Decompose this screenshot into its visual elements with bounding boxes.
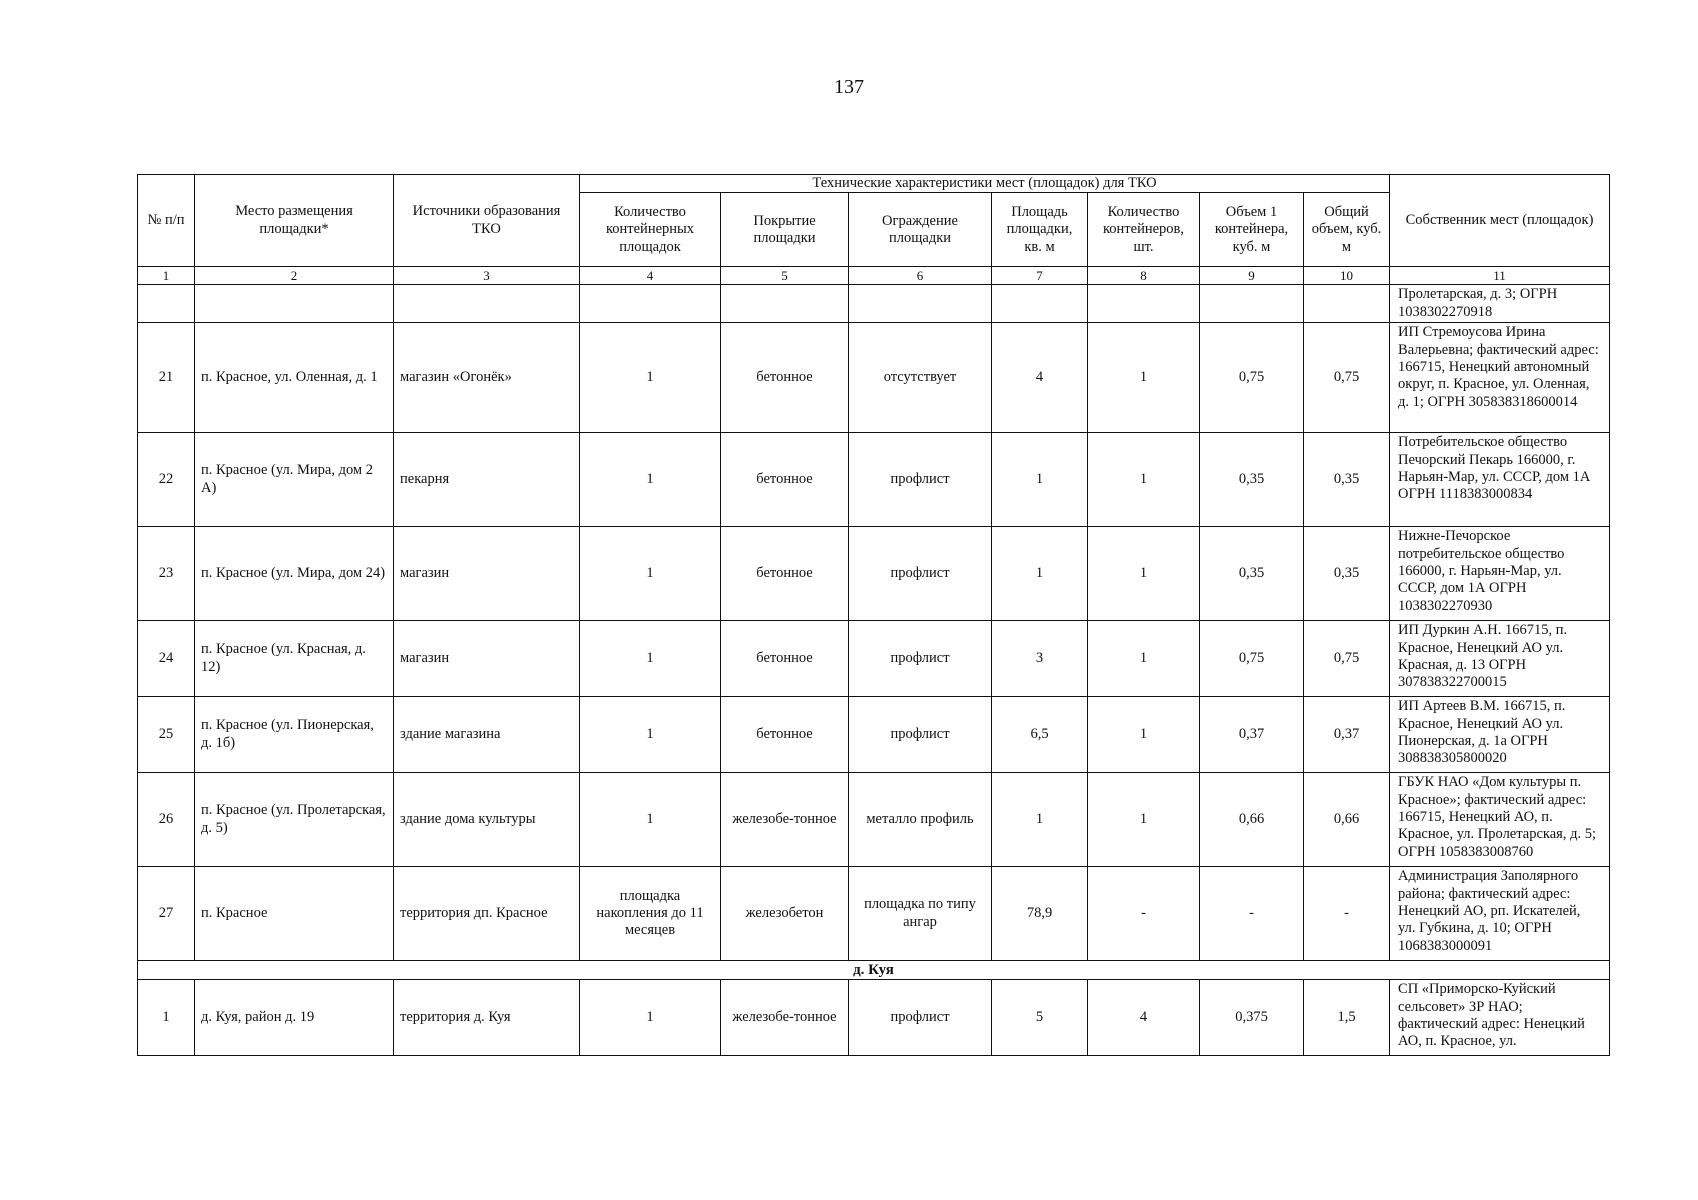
fencing: площадка по типу ангар: [849, 867, 992, 961]
total-volume: 0,35: [1304, 527, 1390, 621]
column-number: 10: [1304, 267, 1390, 285]
header-group-row: [138, 175, 1610, 193]
column-numbers-row: [138, 267, 1610, 285]
waste-source: пекарня: [394, 433, 580, 527]
site-count: 1: [580, 433, 721, 527]
site-count: площадка накопления до 11 месяцев: [580, 867, 721, 961]
site-area: 5: [992, 980, 1088, 1056]
waste-source: магазин «Огонёк»: [394, 323, 580, 433]
table-row: [138, 527, 1610, 621]
row-number: 27: [138, 867, 195, 961]
site-owner: СП «Приморско-Куйский сельсовет» ЗР НАО; фактический адрес: Ненецкий АО, п. Красное, ул.: [1390, 980, 1610, 1056]
empty-cell: [1088, 285, 1200, 323]
page-number: 137: [834, 76, 864, 98]
surface-cover: бетонное: [721, 527, 849, 621]
section-header-row: [138, 961, 1610, 980]
waste-source: здание дома культуры: [394, 773, 580, 867]
container-count: 1: [1088, 773, 1200, 867]
header-tech-group: Технические характеристики мест (площадок) для ТКО: [580, 175, 1390, 193]
site-owner: Нижне-Печорское потребительское общество 166000, г. Нарьян-Мар, ул. СССР, дом 1А ОГРН 1038302270930: [1390, 527, 1610, 621]
container-count: 1: [1088, 621, 1200, 697]
row-number: 24: [138, 621, 195, 697]
table-row: [138, 980, 1610, 1056]
site-owner: Администрация Заполярного района; фактический адрес: Ненецкий АО, рп. Искателей, ул. Губкина, д. 10; ОГРН 1068383000091: [1390, 867, 1610, 961]
total-volume: 0,75: [1304, 323, 1390, 433]
site-owner: ИП Дуркин А.Н. 166715, п. Красное, Ненецкий АО ул. Красная, д. 13 ОГРН 307838322700015: [1390, 621, 1610, 697]
header-source: Источники образования ТКО: [394, 175, 580, 267]
table-row: [138, 697, 1610, 773]
surface-cover: железобе-тонное: [721, 773, 849, 867]
empty-cell: [138, 285, 195, 323]
site-area: 1: [992, 433, 1088, 527]
site-owner: ИП Артеев В.М. 166715, п. Красное, Ненецкий АО ул. Пионерская, д. 1а ОГРН 308838305800020: [1390, 697, 1610, 773]
surface-cover: железобе-тонное: [721, 980, 849, 1056]
site-count: 1: [580, 527, 721, 621]
container-volume: -: [1200, 867, 1304, 961]
column-number: 9: [1200, 267, 1304, 285]
section-title: д. Куя: [138, 961, 1610, 980]
total-volume: 0,66: [1304, 773, 1390, 867]
header-place: Место размещения площадки*: [195, 175, 394, 267]
column-number: 4: [580, 267, 721, 285]
empty-cell: [394, 285, 580, 323]
waste-source: территория дп. Красное: [394, 867, 580, 961]
site-location: п. Красное (ул. Мира, дом 24): [195, 527, 394, 621]
header-total: Общий объем, куб. м: [1304, 193, 1390, 267]
header-num: № п/п: [138, 175, 195, 267]
container-volume: 0,75: [1200, 323, 1304, 433]
site-area: 1: [992, 527, 1088, 621]
column-number: 2: [195, 267, 394, 285]
site-count: 1: [580, 980, 721, 1056]
site-count: 1: [580, 621, 721, 697]
column-number: 11: [1390, 267, 1610, 285]
waste-sites-table: [137, 174, 1610, 1056]
container-count: 1: [1088, 433, 1200, 527]
site-location: п. Красное: [195, 867, 394, 961]
container-volume: 0,35: [1200, 527, 1304, 621]
waste-source: магазин: [394, 527, 580, 621]
total-volume: 0,75: [1304, 621, 1390, 697]
total-volume: 0,37: [1304, 697, 1390, 773]
empty-cell: [1304, 285, 1390, 323]
empty-cell: [992, 285, 1088, 323]
container-volume: 0,37: [1200, 697, 1304, 773]
header-owner: Собственник мест (площадок): [1390, 175, 1610, 267]
surface-cover: бетонное: [721, 323, 849, 433]
row-number: 22: [138, 433, 195, 527]
row-number: 26: [138, 773, 195, 867]
empty-cell: [195, 285, 394, 323]
surface-cover: бетонное: [721, 697, 849, 773]
waste-source: здание магазина: [394, 697, 580, 773]
waste-source: территория д. Куя: [394, 980, 580, 1056]
surface-cover: бетонное: [721, 621, 849, 697]
fencing: профлист: [849, 433, 992, 527]
column-number: 8: [1088, 267, 1200, 285]
fencing: профлист: [849, 621, 992, 697]
waste-source: магазин: [394, 621, 580, 697]
continuation-owner: Пролетарская, д. 3; ОГРН 1038302270918: [1390, 285, 1610, 323]
row-number: 25: [138, 697, 195, 773]
site-count: 1: [580, 773, 721, 867]
total-volume: -: [1304, 867, 1390, 961]
column-number: 1: [138, 267, 195, 285]
total-volume: 0,35: [1304, 433, 1390, 527]
container-count: 1: [1088, 323, 1200, 433]
site-location: п. Красное (ул. Пионерская, д. 1б): [195, 697, 394, 773]
column-number: 7: [992, 267, 1088, 285]
table-row: [138, 621, 1610, 697]
container-volume: 0,35: [1200, 433, 1304, 527]
surface-cover: бетонное: [721, 433, 849, 527]
continuation-row: [138, 285, 1610, 323]
total-volume: 1,5: [1304, 980, 1390, 1056]
site-count: 1: [580, 323, 721, 433]
fencing: отсутствует: [849, 323, 992, 433]
row-number: 23: [138, 527, 195, 621]
site-area: 78,9: [992, 867, 1088, 961]
container-volume: 0,375: [1200, 980, 1304, 1056]
column-number: 3: [394, 267, 580, 285]
container-volume: 0,66: [1200, 773, 1304, 867]
site-area: 1: [992, 773, 1088, 867]
site-area: 3: [992, 621, 1088, 697]
site-location: п. Красное, ул. Оленная, д. 1: [195, 323, 394, 433]
column-number: 6: [849, 267, 992, 285]
header-cover: Покрытие площадки: [721, 193, 849, 267]
site-location: п. Красное (ул. Мира, дом 2 А): [195, 433, 394, 527]
site-owner: ИП Стремоусова Ирина Валерьевна; фактический адрес: 166715, Ненецкий автономный округ, п. Красное, ул. Оленная, д. 1; ОГРН 305838318600014: [1390, 323, 1610, 433]
fencing: профлист: [849, 980, 992, 1056]
header-containers: Количество контейнеров, шт.: [1088, 193, 1200, 267]
row-number: 21: [138, 323, 195, 433]
site-location: п. Красное (ул. Красная, д. 12): [195, 621, 394, 697]
table-row: [138, 773, 1610, 867]
fencing: профлист: [849, 697, 992, 773]
empty-cell: [849, 285, 992, 323]
site-location: д. Куя, район д. 19: [195, 980, 394, 1056]
fencing: профлист: [849, 527, 992, 621]
row-number: 1: [138, 980, 195, 1056]
empty-cell: [721, 285, 849, 323]
column-number: 5: [721, 267, 849, 285]
header-vol1: Объем 1 контейнера, куб. м: [1200, 193, 1304, 267]
table-row: [138, 323, 1610, 433]
container-volume: 0,75: [1200, 621, 1304, 697]
table-row: [138, 867, 1610, 961]
container-count: 1: [1088, 697, 1200, 773]
container-count: -: [1088, 867, 1200, 961]
site-count: 1: [580, 697, 721, 773]
header-fence: Ограждение площадки: [849, 193, 992, 267]
site-location: п. Красное (ул. Пролетарская, д. 5): [195, 773, 394, 867]
site-area: 6,5: [992, 697, 1088, 773]
site-area: 4: [992, 323, 1088, 433]
site-owner: ГБУК НАО «Дом культуры п. Красное»; фактический адрес: 166715, Ненецкий АО, п. Красное, ул. Пролетарская, д. 5; ОГРН 1058383008760: [1390, 773, 1610, 867]
container-count: 1: [1088, 527, 1200, 621]
surface-cover: железобетон: [721, 867, 849, 961]
header-area: Площадь площадки, кв. м: [992, 193, 1088, 267]
site-owner: Потребительское общество Печорский Пекарь 166000, г. Нарьян-Мар, ул. СССР, дом 1А ОГРН 1118383000834: [1390, 433, 1610, 527]
container-count: 4: [1088, 980, 1200, 1056]
table-row: [138, 433, 1610, 527]
fencing: металло профиль: [849, 773, 992, 867]
empty-cell: [580, 285, 721, 323]
empty-cell: [1200, 285, 1304, 323]
header-count: Количество контейнерных площадок: [580, 193, 721, 267]
